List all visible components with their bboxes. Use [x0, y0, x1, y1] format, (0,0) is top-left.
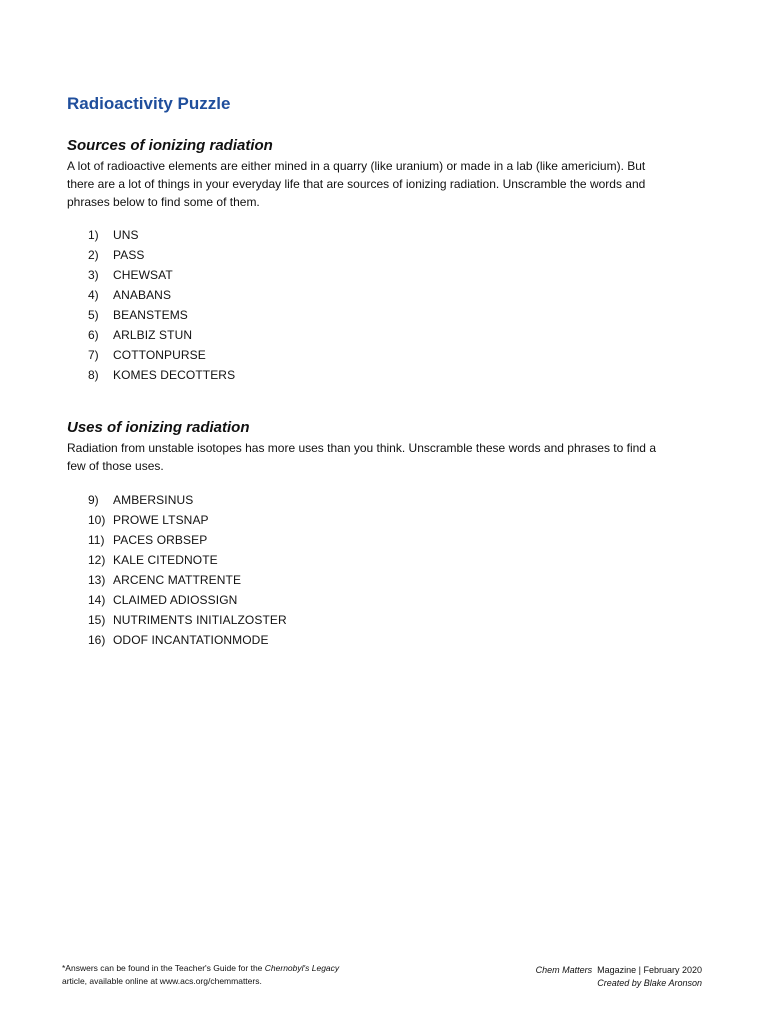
paragraph-line: there are a lot of things in your everyday life that are sources of ionizing radiation. Unscramble the words and: [67, 177, 646, 191]
list-item: [88, 285, 235, 305]
paragraph-line: phrases below to find some of them.: [67, 195, 260, 209]
item-word: UNS: [113, 228, 139, 242]
item-number: 11): [88, 533, 105, 547]
list-item: [88, 550, 287, 570]
item-number: 13): [88, 573, 106, 587]
item-number: 3): [88, 268, 99, 282]
item-word: PASS: [113, 248, 145, 262]
list-item: [88, 630, 287, 650]
footer-line: article, available online at www.acs.org/chemmatters.: [62, 976, 262, 986]
article-title: Chernobyl's Legacy: [264, 963, 340, 973]
list-item: [88, 265, 235, 285]
item-number: 12): [88, 553, 106, 567]
item-word: NUTRIMENTS INITIALZOSTER: [113, 613, 287, 627]
item-word: CHEWSAT: [113, 268, 173, 282]
list-item: [88, 590, 287, 610]
list-item: [88, 510, 287, 530]
list-item: [88, 570, 287, 590]
item-number: 7): [88, 348, 99, 362]
scramble-list-sources: [88, 225, 235, 385]
item-word: ANABANS: [113, 288, 172, 302]
paragraph-line: A lot of radioactive elements are either mined in a quarry (like uranium) or made in a lab (like americium). But: [67, 159, 646, 173]
footer-answers-note: [62, 962, 422, 988]
item-word: BEANSTEMS: [113, 308, 188, 322]
item-word: CLAIMED ADIOSSIGN: [113, 593, 238, 607]
list-item: [88, 325, 235, 345]
item-word: ODOF INCANTATIONMODE: [113, 633, 269, 647]
list-item: [88, 610, 287, 630]
section-heading-sources: Sources of ionizing radiation: [67, 137, 273, 154]
footer-text: *Answers can be found in the Teacher's Guide for the: [62, 963, 265, 973]
section-heading-uses: Uses of ionizing radiation: [67, 419, 250, 436]
list-item: [88, 345, 235, 365]
list-item: [88, 490, 287, 510]
item-number: 9): [88, 493, 99, 507]
magazine-name: Chem Matters: [535, 965, 593, 975]
item-number: 5): [88, 308, 99, 322]
section-intro-sources: [67, 157, 707, 211]
item-number: 4): [88, 288, 99, 302]
list-item: [88, 225, 235, 245]
page-title: Radioactivity Puzzle: [67, 94, 231, 113]
item-word: COTTONPURSE: [113, 348, 206, 362]
item-number: 16): [88, 633, 106, 647]
footer-credit: [536, 964, 702, 990]
scramble-list-uses: [88, 490, 287, 650]
item-word: KALE CITEDNOTE: [113, 553, 218, 567]
item-number: 6): [88, 328, 99, 342]
list-item: [88, 365, 235, 385]
author-credit: Created by Blake Aronson: [597, 978, 702, 988]
item-number: 10): [88, 513, 106, 527]
item-word: AMBERSINUS: [113, 493, 194, 507]
item-number: 15): [88, 613, 106, 627]
item-number: 1): [88, 228, 99, 242]
item-word: PROWE LTSNAP: [113, 513, 209, 527]
paragraph-line: Radiation from unstable isotopes has more uses than you think. Unscramble these words and phrases to find a: [67, 441, 656, 455]
paragraph-line: few of those uses.: [67, 459, 164, 473]
item-word: ARCENC MATTRENTE: [113, 573, 242, 587]
list-item: [88, 305, 235, 325]
issue-date: Magazine | February 2020: [592, 965, 702, 975]
footer-line: [536, 964, 702, 977]
list-item: [88, 245, 235, 265]
list-item: [88, 530, 287, 550]
item-number: 14): [88, 593, 106, 607]
footer-line: [62, 962, 422, 975]
item-word: PACES ORBSEP: [113, 533, 208, 547]
item-number: 8): [88, 368, 99, 382]
item-word: ARLBIZ STUN: [113, 328, 193, 342]
section-intro-uses: [67, 439, 707, 475]
item-word: KOMES DECOTTERS: [113, 368, 236, 382]
item-number: 2): [88, 248, 99, 262]
